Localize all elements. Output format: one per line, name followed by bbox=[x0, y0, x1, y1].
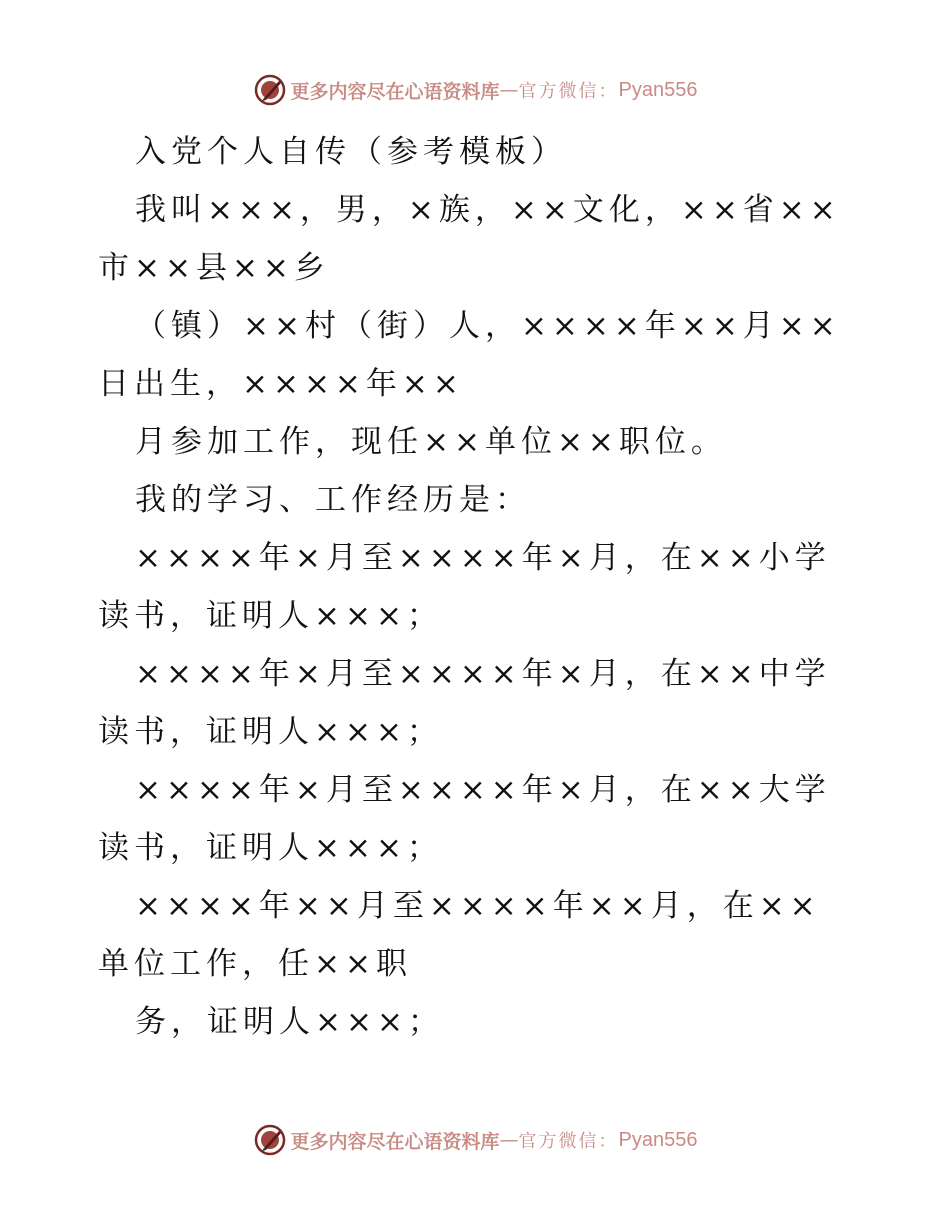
footer-banner bbox=[0, 1120, 950, 1160]
banner-slogan: 更多内容尽在心语资料库 bbox=[290, 1130, 500, 1153]
banner-wechat-id: Pyan556 bbox=[618, 78, 698, 101]
document-line: 我叫×××，男，×族，××文化，××省×× bbox=[135, 192, 841, 228]
document-line: 读书，证明人×××； bbox=[98, 714, 443, 750]
document-line: ××××年×月至××××年×月，在××大学 bbox=[135, 772, 831, 808]
document-line: 我的学习、工作经历是： bbox=[135, 482, 531, 518]
banner-wechat-label: 官方微信： bbox=[518, 1131, 619, 1152]
document-line: 月参加工作，现任××单位××职位。 bbox=[135, 424, 727, 460]
document-line: ××××年××月至××××年××月，在×× bbox=[135, 888, 821, 924]
pen-logo-icon bbox=[253, 73, 287, 107]
document-line: 市××县××乡 bbox=[98, 250, 330, 286]
banner-slogan: 更多内容尽在心语资料库 bbox=[290, 80, 500, 103]
banner-wechat-label: 官方微信： bbox=[518, 81, 619, 102]
document-line: 日出生，××××年×× bbox=[98, 366, 464, 402]
banner-dash: — bbox=[499, 79, 519, 101]
document-line: 务，证明人×××； bbox=[135, 1004, 444, 1040]
document-line: 读书，证明人×××； bbox=[98, 598, 443, 634]
document-line: ××××年×月至××××年×月，在××小学 bbox=[135, 540, 831, 576]
banner-dash: — bbox=[499, 1129, 519, 1151]
header-banner bbox=[0, 70, 950, 110]
document-line: 读书，证明人×××； bbox=[98, 830, 443, 866]
banner-wechat-id: Pyan556 bbox=[618, 1128, 698, 1151]
pen-logo-icon bbox=[253, 1123, 287, 1157]
document-body bbox=[98, 123, 858, 1051]
document-line: ××××年×月至××××年×月，在××中学 bbox=[135, 656, 831, 692]
document-title: 入党个人自传（参考模板） bbox=[135, 134, 567, 170]
document-line: （镇）××村（街）人，××××年××月×× bbox=[135, 308, 841, 344]
document-line: 单位工作，任××职 bbox=[98, 946, 412, 982]
